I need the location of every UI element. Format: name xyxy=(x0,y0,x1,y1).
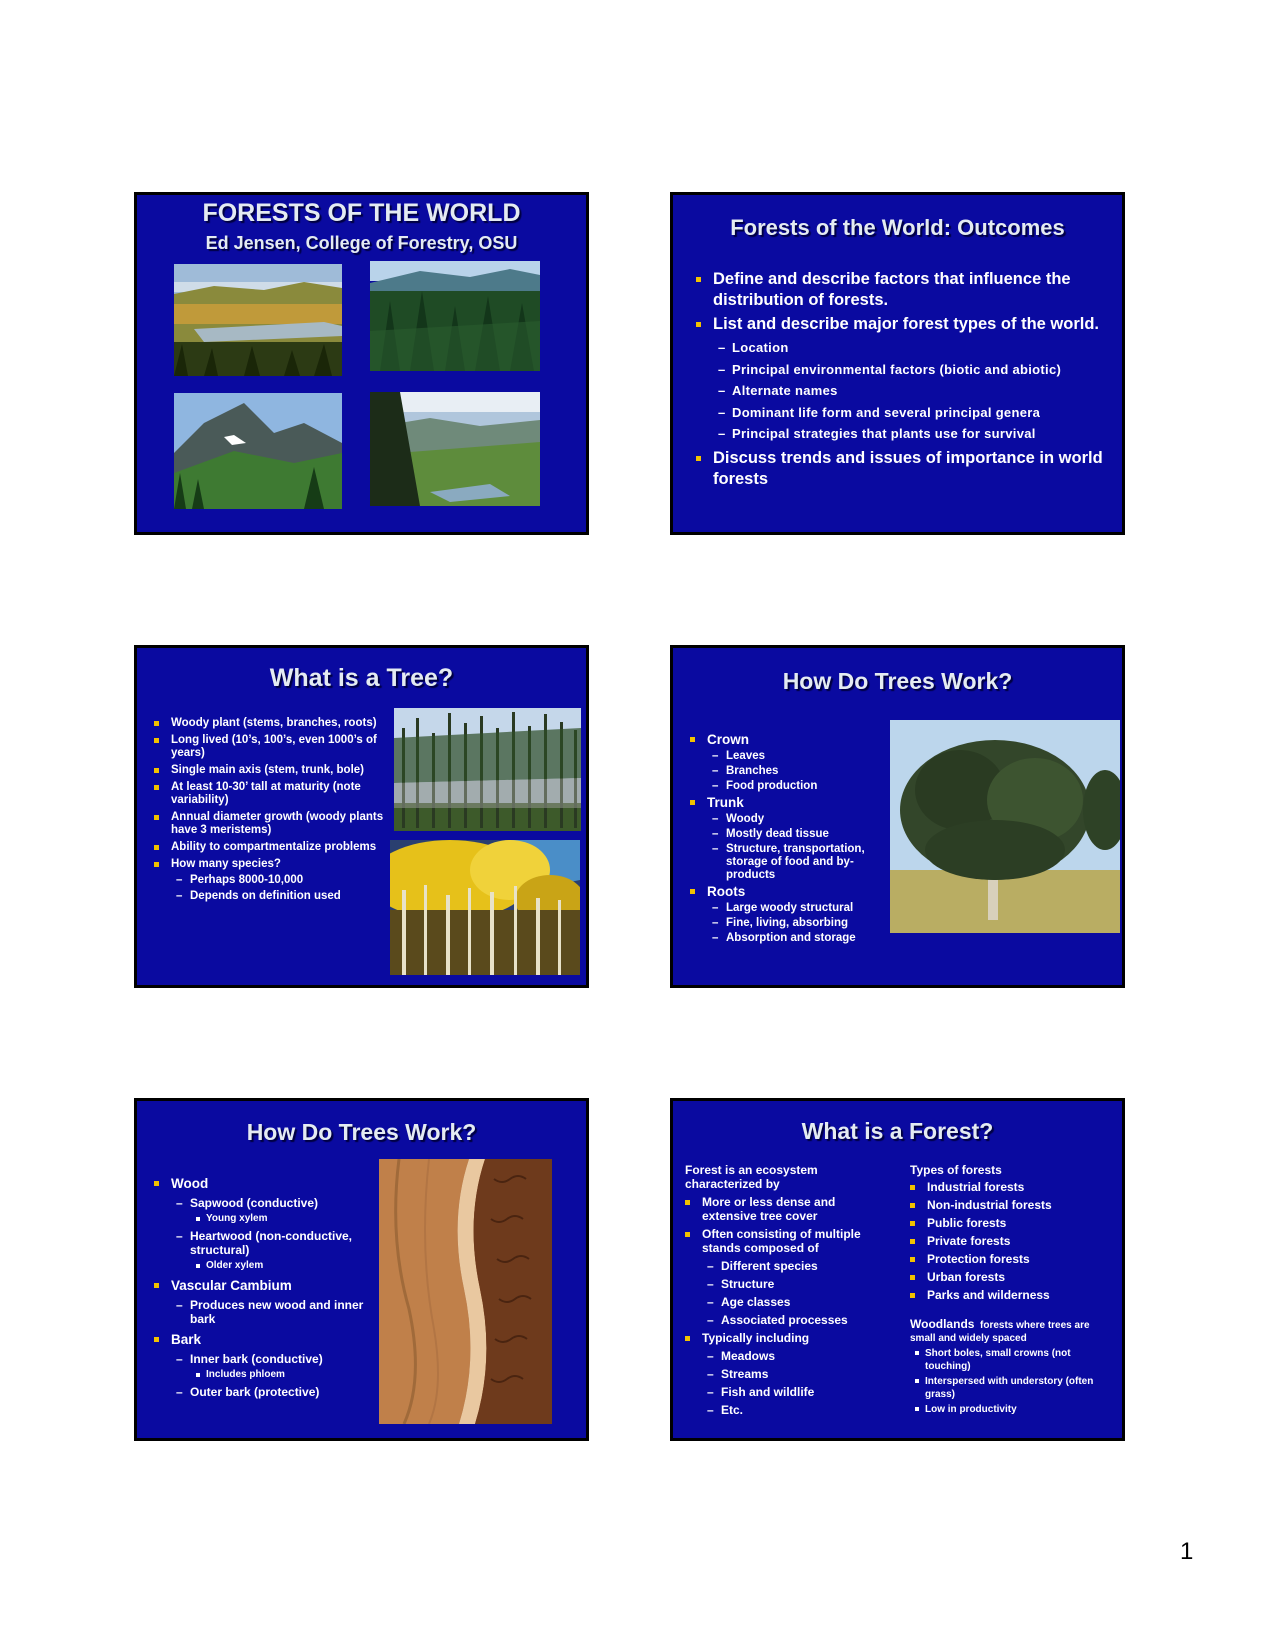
forest-characteristic: Typically including xyxy=(685,1331,890,1345)
outcome-subitem: – Location xyxy=(716,337,1106,359)
cambium-item: – Produces new wood and inner bark xyxy=(174,1298,369,1326)
tree-part-sub: – Fine, living, absorbing xyxy=(710,917,890,930)
slide-how-trees-work-1 xyxy=(670,645,1125,988)
heartwood-note: Older xylem xyxy=(194,1260,369,1272)
woodland-trait: Short boles, small crowns (not touching) xyxy=(913,1347,1110,1373)
tree-part-sub: – Woody xyxy=(710,813,890,826)
tree-fact: Annual diameter growth (woody plants have 3 meristems) xyxy=(154,811,386,837)
forest-type: Protection forests xyxy=(910,1252,1110,1266)
outcome-subitem: – Dominant life form and several principal genera xyxy=(716,402,1106,424)
photo-lodgepole-pines xyxy=(394,708,581,831)
forest-char-sub: – Associated processes xyxy=(705,1313,890,1327)
tree-fact-sub: – Depends on definition used xyxy=(174,888,386,904)
forest-definition-column xyxy=(685,1163,890,1417)
outcome-item: Discuss trends and issues of importance in world forests xyxy=(696,448,1106,490)
forest-intro xyxy=(685,1163,890,1191)
tree-part-sub: – Branches xyxy=(710,765,890,778)
photo-oak-tree xyxy=(890,720,1120,933)
outcome-subgroup xyxy=(696,337,1106,445)
forest-types-column xyxy=(910,1163,1110,1416)
tree-fact: How many species? xyxy=(154,858,386,871)
wood-heading: Wood xyxy=(154,1176,369,1192)
slide-forest-heading: What is a Forest? xyxy=(801,1118,994,1144)
slide-how-trees-heading-2: How Do Trees Work? xyxy=(246,1119,477,1145)
slide-what-is-forest xyxy=(670,1098,1125,1441)
forest-char-sub: – Meadows xyxy=(705,1349,890,1363)
tree-part-sub: – Large woody structural xyxy=(710,902,890,915)
forest-type: Industrial forests xyxy=(910,1180,1110,1194)
slide-what-is-tree xyxy=(134,645,589,988)
inner-bark-item: – Inner bark (conductive) xyxy=(174,1352,369,1366)
forest-type: Private forests xyxy=(910,1234,1110,1248)
forest-type: Urban forests xyxy=(910,1270,1110,1284)
tree-part-crown: Crown xyxy=(690,732,890,748)
tree-fact-sub: – Perhaps 8000-10,000 xyxy=(174,872,386,888)
forest-type: Parks and wilderness xyxy=(910,1288,1110,1302)
tree-part-trunk: Trunk xyxy=(690,795,890,811)
tree-fact: Long lived (10’s, 100’s, even 1000’s of years) xyxy=(154,734,386,760)
page-number: 1 xyxy=(1180,1538,1194,1565)
outcomes-list xyxy=(696,266,1106,490)
sapwood-item: – Sapwood (conductive) xyxy=(174,1196,369,1210)
woodland-trait: Low in productivity xyxy=(913,1403,1110,1416)
slide-how-trees-heading: How Do Trees Work? xyxy=(782,668,1013,694)
forest-intro-text: Forest is an ecosystem characterized by xyxy=(685,1163,818,1191)
tree-part-sub: – Absorption and storage xyxy=(710,932,890,945)
photo-taiga-valley xyxy=(174,264,342,376)
forest-types-heading: Types of forests xyxy=(910,1163,1002,1177)
photo-conifer-forest xyxy=(370,261,540,371)
tree-part-sub: – Leaves xyxy=(710,750,890,763)
woodlands-description: forests where trees are small and widely spaced xyxy=(910,1320,1090,1344)
forest-char-sub: – Streams xyxy=(705,1367,890,1381)
photo-mountain-lake xyxy=(370,392,540,506)
forest-type: Public forests xyxy=(910,1216,1110,1230)
photo-mountain-slope xyxy=(174,393,342,509)
tree-fact: Ability to compartmentalize problems xyxy=(154,841,386,854)
forest-char-sub: – Fish and wildlife xyxy=(705,1385,890,1399)
cambium-heading: Vascular Cambium xyxy=(154,1278,369,1294)
tree-fact: At least 10-30’ tall at maturity (note variability) xyxy=(154,781,386,807)
wood-structure-list xyxy=(154,1170,369,1399)
slide-tree-heading: What is a Tree? xyxy=(269,664,454,692)
tree-part-sub: – Mostly dead tissue xyxy=(710,828,890,841)
heartwood-item: – Heartwood (non-conductive, structural) xyxy=(174,1229,369,1257)
woodlands-definition xyxy=(910,1318,1110,1345)
bark-heading: Bark xyxy=(154,1332,369,1348)
outcome-subitem: – Principal environmental factors (biotic and abiotic) xyxy=(716,359,1106,381)
woodlands-label: Woodlands xyxy=(910,1317,975,1331)
outcome-subitem: – Principal strategies that plants use for survival xyxy=(716,423,1106,445)
slide-how-trees-work-2 xyxy=(134,1098,589,1441)
tree-part-sub: – Structure, transportation, storage of food and by-products xyxy=(710,843,890,882)
outcome-subitem: – Alternate names xyxy=(716,380,1106,402)
forest-type: Non-industrial forests xyxy=(910,1198,1110,1212)
tree-part-roots: Roots xyxy=(690,884,890,900)
outcome-item: List and describe major forest types of the world. xyxy=(696,314,1106,335)
slide-subtitle: Ed Jensen, College of Forestry, OSU xyxy=(205,233,518,253)
slide-outcomes xyxy=(670,192,1125,535)
slide-title xyxy=(134,192,589,535)
outcome-item: Define and describe factors that influence the distribution of forests. xyxy=(696,269,1106,311)
tree-parts-list xyxy=(690,730,890,945)
forest-char-sub: – Structure xyxy=(705,1277,890,1291)
tree-fact: Single main axis (stem, trunk, bole) xyxy=(154,764,386,777)
forest-char-sub: – Age classes xyxy=(705,1295,890,1309)
forest-characteristic: More or less dense and extensive tree cover xyxy=(685,1195,890,1223)
outer-bark-item: – Outer bark (protective) xyxy=(174,1385,369,1399)
slide-title-heading: FORESTS OF THE WORLD xyxy=(202,199,521,227)
photo-aspen-grove xyxy=(390,840,580,975)
slide-outcomes-heading: Forests of the World: Outcomes xyxy=(730,215,1065,240)
inner-bark-note: Includes phloem xyxy=(194,1369,369,1381)
tree-facts-list xyxy=(154,717,386,904)
forest-characteristic: Often consisting of multiple stands composed of xyxy=(685,1227,890,1255)
forest-char-sub: – Etc. xyxy=(705,1403,890,1417)
forest-char-sub: – Different species xyxy=(705,1259,890,1273)
sapwood-note: Young xylem xyxy=(194,1213,369,1225)
photo-log-cross-section xyxy=(379,1159,552,1424)
woodland-trait: Interspersed with understory (often grass) xyxy=(913,1375,1110,1401)
tree-fact: Woody plant (stems, branches, roots) xyxy=(154,717,386,730)
tree-part-sub: – Food production xyxy=(710,780,890,793)
